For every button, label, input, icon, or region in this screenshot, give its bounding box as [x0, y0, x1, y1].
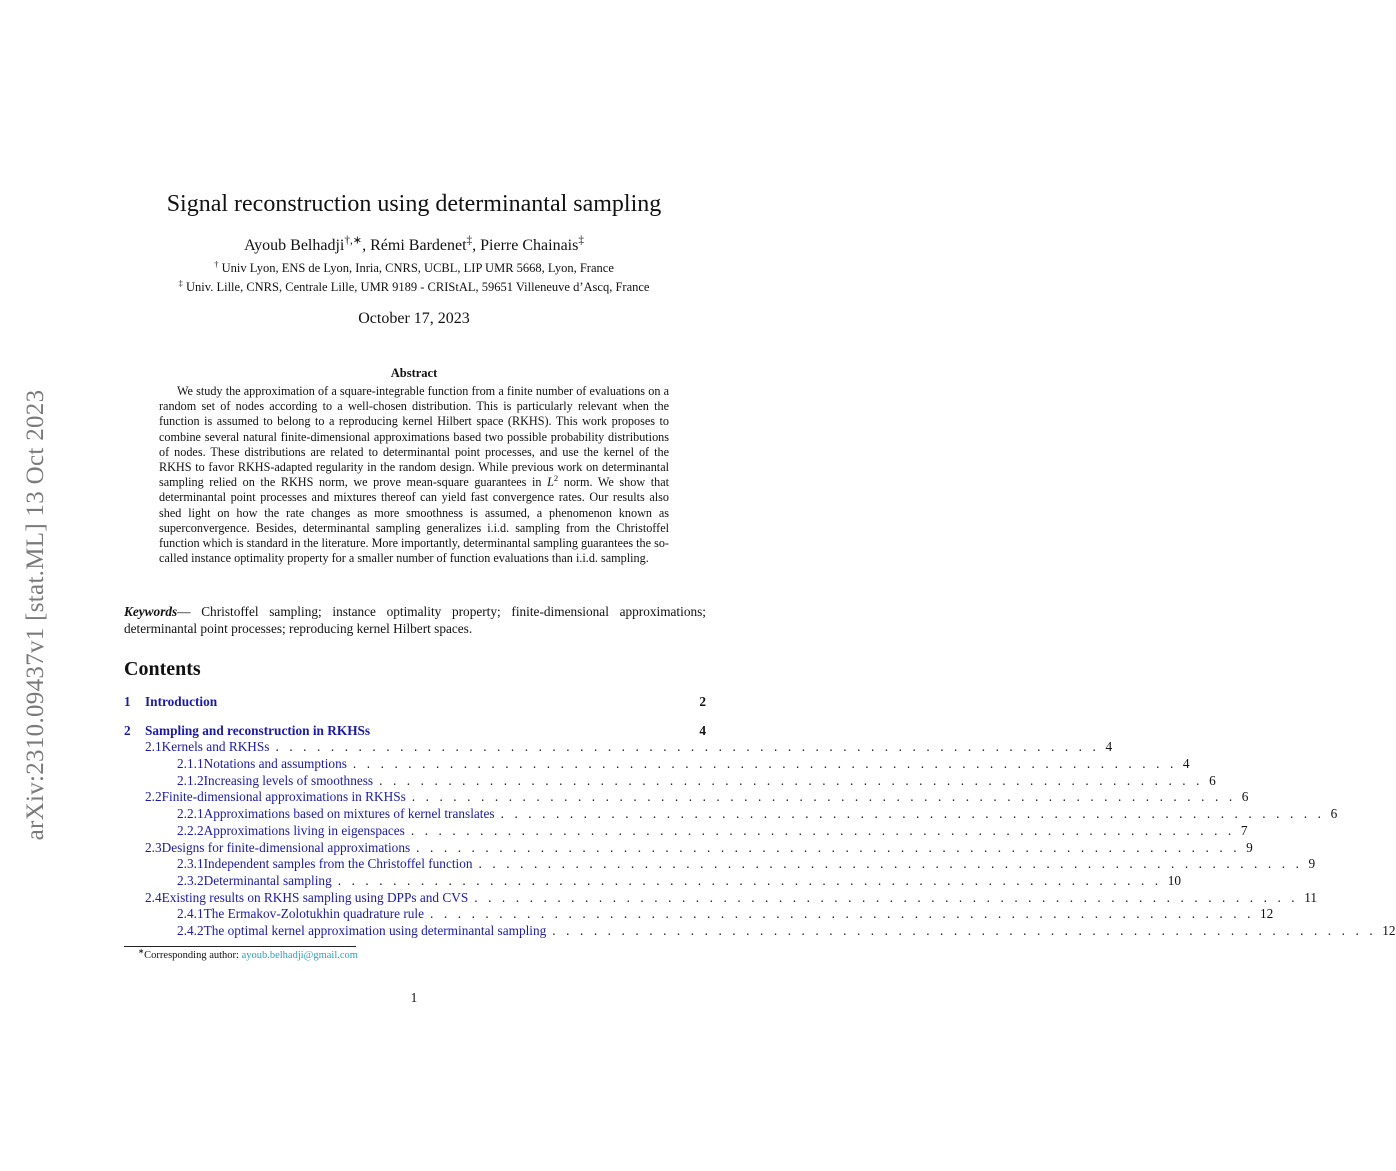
toc-entry[interactable] — [124, 723, 706, 740]
footnote-text: Corresponding author: — [144, 950, 239, 961]
affiliation — [0, 277, 828, 295]
page-number: 1 — [410, 990, 418, 1005]
abstract-body — [159, 384, 669, 566]
toc-entry-number[interactable]: 2.4.2 — [177, 922, 204, 938]
affiliation-mark: ‡ — [178, 277, 183, 288]
toc-entry-number[interactable]: 2.2 — [145, 789, 162, 805]
footnote-mark: ∗ — [138, 946, 145, 956]
toc-entry[interactable] — [124, 694, 706, 711]
toc-entry[interactable] — [124, 739, 1113, 756]
author-name: Rémi Bardenet — [370, 237, 467, 254]
toc-entry-page: 12 — [1260, 906, 1274, 922]
toc-entry-number[interactable]: 2.3.1 — [177, 856, 204, 872]
math-symbol: L — [547, 475, 554, 490]
toc-leader-dots: . . . . . . . . . . . . . . . . . . . . . . . . . . . . . . . . . . . . . . . . . . . . . . . . . . . . . . . . . . . . — [410, 822, 1235, 838]
toc-entry-title[interactable]: Independent samples from the Christoffel function — [203, 856, 473, 872]
toc-entry-page: 6 — [1241, 789, 1249, 805]
author-name: Pierre Chainais — [480, 237, 579, 254]
toc-entry[interactable] — [124, 856, 1316, 873]
toc-entry-title[interactable]: The Ermakov-Zolotukhin quadrature rule — [203, 906, 425, 922]
toc-entry-page: 4 — [1105, 739, 1113, 755]
toc-leader-dots: . . . . . . . . . . . . . . . . . . . . . . . . . . . . . . . . . . . . . . . . . . . . . . . . . . . . . . . . . . . . — [478, 856, 1303, 872]
keywords-label: Keywords — [124, 604, 178, 619]
toc-entry-title[interactable]: Increasing levels of smoothness — [203, 772, 374, 788]
toc-leader-dots: . . . . . . . . . . . . . . . . . . . . . . . . . . . . . . . . . . . . . . . . . . . . . . . . . . . . . . . . . . . . — [430, 906, 1255, 922]
toc-entry-number[interactable]: 2 — [124, 722, 131, 738]
keywords-dash: — — [177, 604, 191, 619]
toc-entry-page: 9 — [1308, 856, 1316, 872]
toc-entry-title[interactable]: Designs for finite-dimensional approximations — [161, 839, 411, 855]
toc-entry-page: 2 — [699, 694, 706, 709]
toc-entry[interactable] — [124, 889, 1318, 907]
author-name: Ayoub Belhadji — [244, 237, 345, 254]
toc-entry-title[interactable]: Kernels and RKHSs — [161, 739, 270, 755]
author-marks: †,∗ — [344, 234, 363, 247]
author-list: Ayoub Belhadji†,∗, Rémi Bardenet‡, Pierre Chainais‡ — [244, 234, 584, 254]
toc-entry-number[interactable]: 2.2.2 — [177, 822, 204, 838]
toc-entry-page: 10 — [1167, 872, 1182, 888]
toc-entry-number[interactable]: 2.1.1 — [177, 756, 204, 772]
abstract-heading: Abstract — [390, 366, 438, 380]
arxiv-identifier-stamp: arXiv:2310.09437v1 [stat.ML] 13 Oct 2023 — [22, 389, 49, 841]
keywords — [124, 603, 706, 637]
toc-entry-number[interactable]: 2.3.2 — [177, 872, 204, 888]
abstract-text: We study the approximation of a square-integrable function from a finite number of evaluations on a random set of nodes according to a well-chosen distribution. This is particularly relevant when the function is assumed to belong to a reproducing kernel Hilbert space (RKHS). This work proposes to combine several natural finite-dimensional approximations based two possible probability distributions of nodes. These distributions are related to determinantal point processes, and use the kernel of the RKHS to favor RKHS-adapted regularity in the random design. While previous work on determinantal sampling relied on the RKHS norm, we prove mean-square guarantees in — [159, 384, 669, 490]
author-marks: ‡ — [466, 234, 473, 247]
toc-entry-number[interactable]: 2.4 — [145, 889, 162, 905]
abstract-text: norm. We show that determinantal point processes and mixtures thereof can yield fast convergence rates. Our results also shed light on how the rate changes as more smoothness is assumed, a phenomenon known as superconvergence. Besides, determinantal sampling generalizes i.i.d. sampling from the Christoffel function which is standard in the literature. More importantly, determinantal sampling guarantees the so-called instance optimality property for a smaller number of function evaluations than i.i.d. sampling. — [159, 475, 670, 566]
toc-entry-page: 11 — [1304, 889, 1318, 905]
toc-entry-title[interactable]: Sampling and reconstruction in RKHSs — [145, 722, 371, 738]
math-superscript: 2 — [553, 473, 559, 484]
toc-entry-page: 9 — [1246, 839, 1253, 855]
keywords-text: Christoffel sampling; instance optimality property; finite-dimensional approximations; determinantal point processes; reproducing kernel Hilbert spaces. — [124, 604, 706, 636]
toc-entry[interactable] — [124, 789, 1249, 806]
toc-entry[interactable] — [124, 839, 1253, 857]
toc-entry-number[interactable]: 2.4.1 — [177, 906, 204, 922]
toc-entry[interactable] — [124, 756, 1190, 773]
toc-entry-title[interactable]: Notations and assumptions — [203, 756, 347, 772]
toc-entry-title[interactable]: Approximations living in eigenspaces — [203, 822, 405, 838]
toc-entry-title[interactable]: The optimal kernel approximation using determinantal sampling — [203, 922, 547, 938]
toc-entry-number[interactable]: 2.3 — [145, 839, 162, 855]
toc-entry-number[interactable]: 2.2.1 — [177, 806, 204, 822]
toc-entry-page: 4 — [699, 722, 706, 738]
toc-leader-dots: . . . . . . . . . . . . . . . . . . . . . . . . . . . . . . . . . . . . . . . . . . . . . . . . . . . . . . . . . . . . — [352, 756, 1177, 772]
toc-entry-title[interactable]: Existing results on RKHS sampling using DPPs and CVS — [161, 889, 469, 905]
toc-entry-page: 7 — [1240, 822, 1248, 838]
toc-entry[interactable] — [124, 906, 1274, 923]
toc-entry[interactable] — [124, 922, 1396, 940]
toc-entry-page: 6 — [1330, 806, 1338, 822]
toc-entry-page: 6 — [1209, 772, 1216, 788]
toc-entry[interactable] — [124, 806, 1338, 823]
contents-heading: Contents — [124, 658, 201, 680]
affiliation-text: Univ Lyon, ENS de Lyon, Inria, CNRS, UCBL, LIP UMR 5668, Lyon, France — [221, 261, 614, 275]
author-marks: ‡ — [578, 234, 584, 247]
toc-leader-dots: . . . . . . . . . . . . . . . . . . . . . . . . . . . . . . . . . . . . . . . . . . . . . . . . . . . . . . . . . . . . — [379, 772, 1204, 788]
paper-title: Signal reconstruction using determinantal sampling — [166, 191, 662, 217]
toc-entry-page: 12 — [1382, 922, 1396, 938]
toc-entry[interactable] — [124, 822, 1248, 840]
toc-entry-title[interactable]: Finite-dimensional approximations in RKHSs — [161, 789, 406, 805]
toc-entry-number[interactable]: 1 — [124, 694, 131, 709]
affiliation — [0, 258, 828, 276]
footnote — [138, 946, 358, 961]
affiliation-text: Univ. Lille, CNRS, Centrale Lille, UMR 9189 - CRIStAL, 59651 Villeneuve d’Ascq, France — [186, 280, 650, 294]
table-of-contents — [124, 694, 1396, 940]
toc-entry-number[interactable]: 2.1.2 — [177, 772, 204, 788]
toc-entry-number[interactable]: 2.1 — [145, 739, 162, 755]
toc-leader-dots: . . . . . . . . . . . . . . . . . . . . . . . . . . . . . . . . . . . . . . . . . . . . . . . . . . . . . . . . . . . . — [500, 806, 1325, 822]
affiliation-mark: † — [214, 258, 219, 269]
toc-entry[interactable] — [124, 772, 1216, 790]
toc-leader-dots: . . . . . . . . . . . . . . . . . . . . . . . . . . . . . . . . . . . . . . . . . . . . . . . . . . . . . . . . . . . . — [474, 889, 1299, 905]
toc-entry-title[interactable]: Introduction — [145, 694, 218, 709]
toc-leader-dots: . . . . . . . . . . . . . . . . . . . . . . . . . . . . . . . . . . . . . . . . . . . . . . . . . . . . . . . . . . . . — [337, 872, 1162, 888]
toc-entry[interactable] — [124, 872, 1182, 890]
toc-entry-page: 4 — [1182, 756, 1190, 772]
toc-leader-dots: . . . . . . . . . . . . . . . . . . . . . . . . . . . . . . . . . . . . . . . . . . . . . . . . . . . . . . . . . . . . — [552, 922, 1377, 938]
toc-entry-title[interactable]: Approximations based on mixtures of kernel translates — [203, 806, 495, 822]
paper-date: October 17, 2023 — [358, 310, 470, 327]
author-email-link[interactable]: ayoub.belhadji@gmail.com — [241, 950, 358, 961]
footnote-rule — [124, 946, 356, 947]
toc-leader-dots: . . . . . . . . . . . . . . . . . . . . . . . . . . . . . . . . . . . . . . . . . . . . . . . . . . . . . . . . . . . . — [275, 739, 1100, 755]
toc-leader-dots: . . . . . . . . . . . . . . . . . . . . . . . . . . . . . . . . . . . . . . . . . . . . . . . . . . . . . . . . . . . . — [411, 789, 1236, 805]
toc-entry-title[interactable]: Determinantal sampling — [203, 872, 332, 888]
toc-leader-dots: . . . . . . . . . . . . . . . . . . . . . . . . . . . . . . . . . . . . . . . . . . . . . . . . . . . . . . . . . . . . — [416, 839, 1241, 855]
